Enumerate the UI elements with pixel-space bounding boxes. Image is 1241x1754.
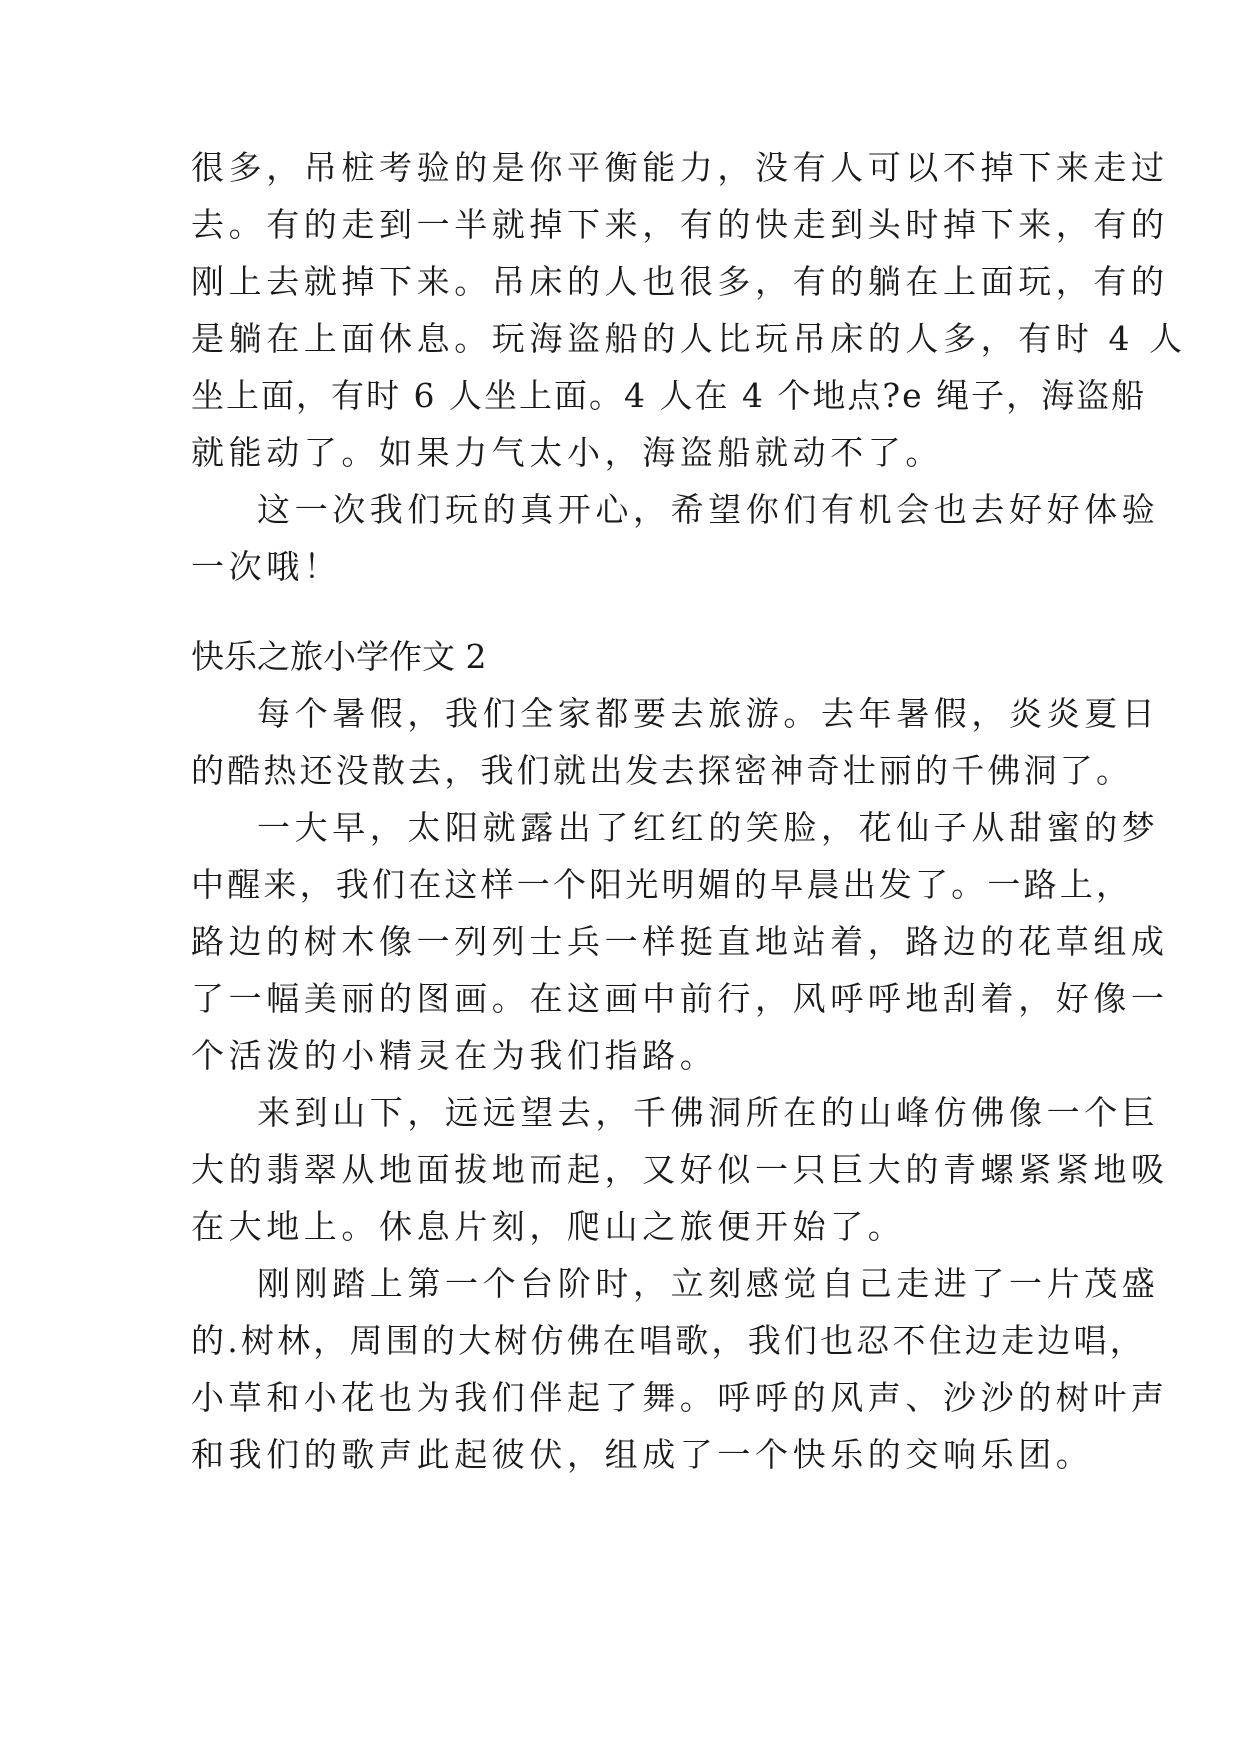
paragraph-line: 来到山下，远远望去，千佛洞所在的山峰仿佛像一个巨 <box>257 1093 1160 1132</box>
paragraph-line: 中醒来，我们在这样一个阳光明媚的早晨出发了。一路上， <box>191 865 1133 904</box>
paragraph-line: 一次哦！ <box>191 547 342 586</box>
document-page <box>191 0 1187 1754</box>
paragraph-line: 去。有的走到一半就掉下来，有的快走到头时掉下来，有的 <box>191 205 1169 244</box>
paragraph-line: 一大早，太阳就露出了红红的笑脸，花仙子从甜蜜的梦 <box>257 808 1160 847</box>
essay-title: 快乐之旅小学作文 2 <box>191 637 487 676</box>
paragraph-line: 的.树林，周围的大树仿佛在唱歌，我们也忍不住边走边唱， <box>191 1321 1146 1360</box>
paragraph-line: 了一幅美丽的图画。在这画中前行，风呼呼地刮着，好像一 <box>191 979 1169 1018</box>
paragraph-line: 的酷热还没散去，我们就出发去探密神奇壮丽的千佛洞了。 <box>191 751 1133 790</box>
paragraph-line: 路边的树木像一列列士兵一样挺直地站着，路边的花草组成 <box>191 922 1169 961</box>
paragraph-line: 坐上面，有时 6 人坐上面。4 人在 4 个地点?e 绳子，海盗船 <box>191 376 1147 415</box>
paragraph-line: 在大地上。休息片刻，爬山之旅便开始了。 <box>191 1207 906 1246</box>
paragraph-line: 就能动了。如果力气太小，海盗船就动不了。 <box>191 433 943 472</box>
paragraph-line: 大的翡翠从地面拔地而起，又好似一只巨大的青螺紧紧地吸 <box>191 1150 1169 1189</box>
paragraph-line: 和我们的歌声此起彼伏，组成了一个快乐的交响乐团。 <box>191 1435 1094 1474</box>
paragraph-line: 每个暑假，我们全家都要去旅游。去年暑假，炎炎夏日 <box>257 694 1160 733</box>
paragraph-line: 这一次我们玩的真开心，希望你们有机会也去好好体验 <box>257 490 1160 529</box>
paragraph-line: 刚刚踏上第一个台阶时，立刻感觉自己走进了一片茂盛 <box>257 1264 1160 1303</box>
paragraph-line: 小草和小花也为我们伴起了舞。呼呼的风声、沙沙的树叶声 <box>191 1378 1169 1417</box>
paragraph-line: 是躺在上面休息。玩海盗船的人比玩吊床的人多，有时 4 人 <box>191 319 1187 358</box>
paragraph-line: 个活泼的小精灵在为我们指路。 <box>191 1036 718 1075</box>
paragraph-line: 很多，吊桩考验的是你平衡能力，没有人可以不掉下来走过 <box>191 148 1169 187</box>
paragraph-line: 刚上去就掉下来。吊床的人也很多，有的躺在上面玩，有的 <box>191 262 1169 301</box>
